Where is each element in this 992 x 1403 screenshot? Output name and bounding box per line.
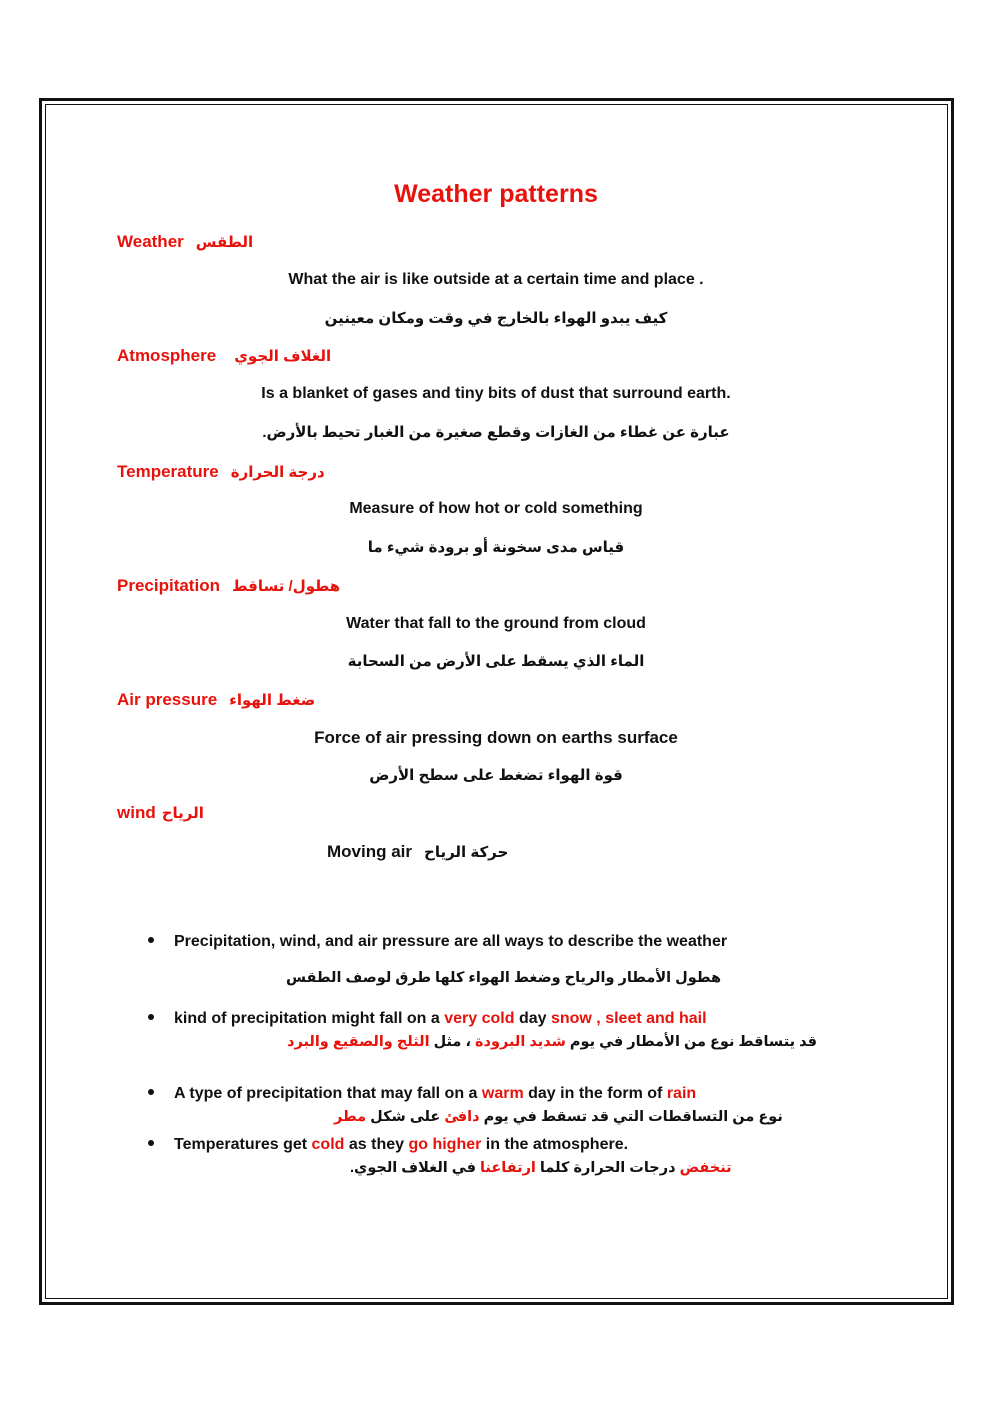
- definition-arabic: قياس مدى سخونة أو برودة شيء ما: [367, 539, 625, 556]
- definition-english: What the air is like outside at a certain time and place .: [288, 271, 704, 288]
- definition-arabic: الماء الذي يسقط على الأرض من السحابة: [347, 653, 645, 670]
- arabic-highlight: الثلج والصقيع والبرد: [287, 1034, 430, 1050]
- arabic-highlight: دافئ: [444, 1109, 480, 1125]
- arabic-text: ، مثل: [429, 1034, 475, 1050]
- bullet-item: [148, 1010, 707, 1028]
- bullet-arabic: [334, 1109, 783, 1125]
- term-atmosphere: [117, 346, 331, 366]
- bullet-item: [148, 933, 727, 951]
- bullet-text: day in the form of: [523, 1085, 667, 1102]
- arabic-text: نوع من التساقطات التي قد تسقط في يوم: [479, 1109, 783, 1125]
- bullet-text: A type of precipitation that may fall on a: [174, 1085, 482, 1102]
- bullet-text: kind of precipitation might fall on a: [174, 1010, 445, 1027]
- arabic-highlight: مطر: [334, 1109, 367, 1125]
- bullet-text: day: [514, 1010, 551, 1027]
- term-label: Weather: [117, 232, 184, 251]
- bullet-highlight: go higher: [408, 1136, 482, 1153]
- bullet-text: Precipitation, wind, and air pressure are all ways to describe the weather: [174, 933, 728, 950]
- definition-english: Is a blanket of gases and tiny bits of dust that surround earth.: [261, 385, 731, 402]
- bullet-item: [148, 1136, 628, 1154]
- bullet-highlight: warm: [481, 1085, 524, 1102]
- arabic-text: في الغلاف الجوي: [354, 1160, 480, 1176]
- bullet-highlight: snow , sleet and hail: [550, 1010, 707, 1027]
- page-title: Weather patterns: [394, 180, 598, 208]
- bullet-icon: [148, 1089, 154, 1095]
- term-arabic: درجة الحرارة: [230, 464, 325, 481]
- term-arabic: هطول/ تساقط: [231, 578, 341, 595]
- bullet-item: [148, 1085, 696, 1103]
- arabic-text: قد يتساقط نوع من الأمطار في يوم: [565, 1034, 817, 1050]
- term-arabic: الغلاف الجوي: [234, 348, 332, 365]
- bullet-arabic: [287, 1034, 817, 1050]
- bullet-icon: [148, 1140, 154, 1146]
- bullet-arabic: هطول الأمطار والرياح وضغط الهواء كلها طرق لوصف الطقس: [286, 970, 722, 986]
- arabic-period: .: [350, 1160, 355, 1176]
- definition-arabic: عبارة عن غطاء من الغازات وقطع صغيرة من الغبار تحيط بالأرض.: [262, 424, 730, 441]
- arabic-text: على شكل: [366, 1109, 445, 1125]
- term-arabic: ضغط الهواء: [229, 692, 316, 709]
- definition-english: Moving air: [327, 842, 413, 861]
- bullet-text: in the atmosphere.: [481, 1136, 629, 1153]
- term-arabic: الرياح: [161, 805, 204, 822]
- term-arabic: الطقس: [195, 234, 254, 251]
- bullet-text: Temperatures get: [174, 1136, 312, 1153]
- term-label: wind: [117, 803, 156, 822]
- definition-wind: [327, 842, 508, 862]
- arabic-highlight: تنخفض: [679, 1160, 732, 1176]
- bullet-text: as they: [344, 1136, 409, 1153]
- arabic-highlight: شديد البرودة: [474, 1034, 566, 1050]
- term-air-pressure: [117, 690, 315, 710]
- bullet-icon: [148, 937, 154, 943]
- definition-arabic: كيف يبدو الهواء بالخارج في وقت ومكان معينين: [324, 310, 668, 327]
- definition-arabic: قوة الهواء تضغط على سطح الأرض: [369, 767, 623, 784]
- bullet-highlight: very cold: [444, 1010, 515, 1027]
- term-wind: [117, 803, 204, 823]
- term-label: Temperature: [117, 462, 219, 481]
- term-temperature: [117, 462, 325, 482]
- definition-english: Force of air pressing down on earths surface: [314, 728, 678, 747]
- bullet-highlight: cold: [311, 1136, 345, 1153]
- term-weather: [117, 232, 253, 252]
- definition-english: Measure of how hot or cold something: [349, 500, 643, 517]
- term-label: Atmosphere: [117, 346, 217, 365]
- definition-english: Water that fall to the ground from cloud: [346, 615, 646, 632]
- bullet-icon: [148, 1014, 154, 1020]
- arabic-text: درجات الحرارة كلما: [535, 1160, 680, 1176]
- term-label: Air pressure: [117, 690, 218, 709]
- bullet-arabic: [350, 1160, 732, 1176]
- definition-arabic: حركة الرياح: [424, 844, 509, 861]
- arabic-highlight: ارتفاعنا: [479, 1160, 536, 1176]
- term-label: Precipitation: [117, 576, 220, 595]
- bullet-highlight: rain: [666, 1085, 697, 1102]
- term-precipitation: [117, 576, 340, 596]
